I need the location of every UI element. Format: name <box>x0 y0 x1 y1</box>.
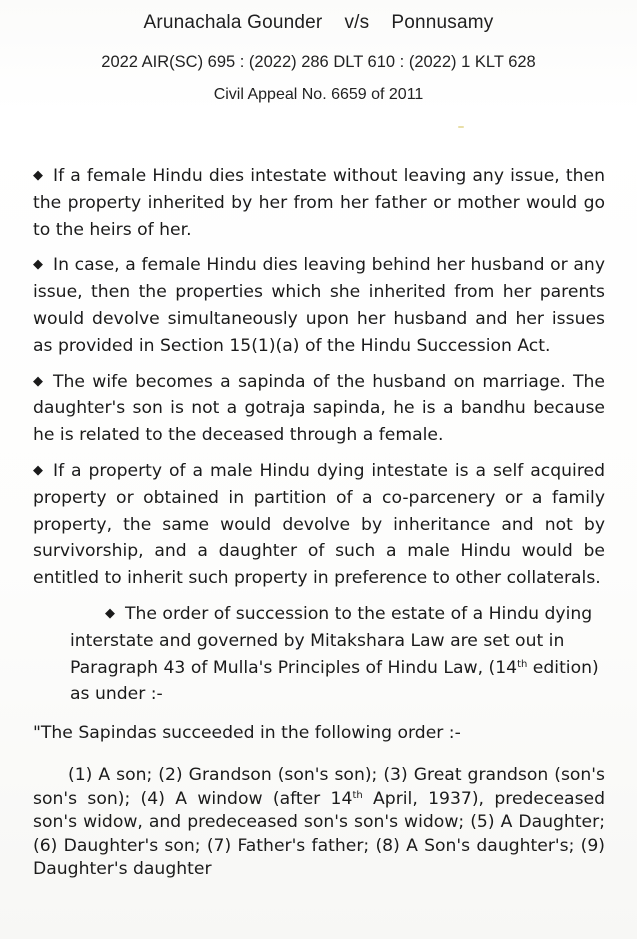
ordinal-suffix: th <box>517 658 528 670</box>
bullet-text-3: The wife becomes a sapinda of the husband on marriage. The daughter's son is not a gotraja sapinda, he is a bandhu because he is related to the deceased through a female. <box>33 371 605 446</box>
case-title <box>0 12 637 34</box>
versus-label: v/s <box>344 12 370 33</box>
ordinal-suffix: th <box>352 789 363 801</box>
black-diamond-icon: ◆ <box>105 605 115 621</box>
black-diamond-icon: ◆ <box>33 168 43 183</box>
bullet-text-2: In case, a female Hindu dies leaving behind her husband or any issue, then the properties which she inherited from her parents would devolve simultaneously upon her husband and her issues as provided in Section 15(1)(a) of the Hindu Succession Act. <box>33 255 605 356</box>
bullet-text-5a: The order of succession to the estate of a Hindu dying interstate and governed by Mitakshara Law are set out in Paragraph 43 of Mulla's Principles of Hindu Law, (14 <box>70 603 593 678</box>
black-diamond-icon: ◆ <box>33 462 43 478</box>
bullet-text-1: If a female Hindu dies intestate without leaving any issue, then the property inherited by her from her father or mother would go to the heirs of her. <box>33 166 605 240</box>
black-diamond-icon: ◆ <box>33 257 43 273</box>
case-citation: 2022 AIR(SC) 695 : (2022) 286 DLT 610 : (2022) 1 KLT 628 <box>101 53 536 71</box>
bullet-point-4 <box>33 458 605 592</box>
bullet-point-3 <box>33 369 605 449</box>
party-a: Arunachala Gounder <box>143 12 323 33</box>
party-b: Ponnusamy <box>391 12 494 33</box>
bullet-point-2 <box>33 252 605 359</box>
appeal-number: Civil Appeal No. 6659 of 2011 <box>213 86 424 103</box>
bullet-point-5 <box>33 601 605 708</box>
succession-order <box>33 764 605 882</box>
bullet-point-1 <box>33 163 605 243</box>
bullet-text-5b: edition) as under :- <box>70 657 599 705</box>
succession-text-b: April, 1937), predeceased son's widow, and predeceased son's son's widow; (5) A Daughter; (6) Daughter's son; (7) Father's father; (8) A Son's daughter's; (9) Daughter's daughter <box>33 788 606 880</box>
scan-speck <box>458 126 464 128</box>
bullet-text-4: If a property of a male Hindu dying intestate is a self acquired property or obtained in partition of a co-parcenery or a family property, the same would devolve by inheritance and not by survivorship, and a daughter of such a male Hindu would be entitled to inherit such property in preference to other collaterals. <box>33 460 605 589</box>
quote-intro: "The Sapindas succeeded in the following order :- <box>33 723 461 744</box>
black-diamond-icon: ◆ <box>33 373 43 389</box>
document-body <box>33 163 605 899</box>
succession-text-a: (1) A son; (2) Grandson (son's son); (3) Great grandson (son's son's son); (4) A window (after 14 <box>33 765 605 809</box>
